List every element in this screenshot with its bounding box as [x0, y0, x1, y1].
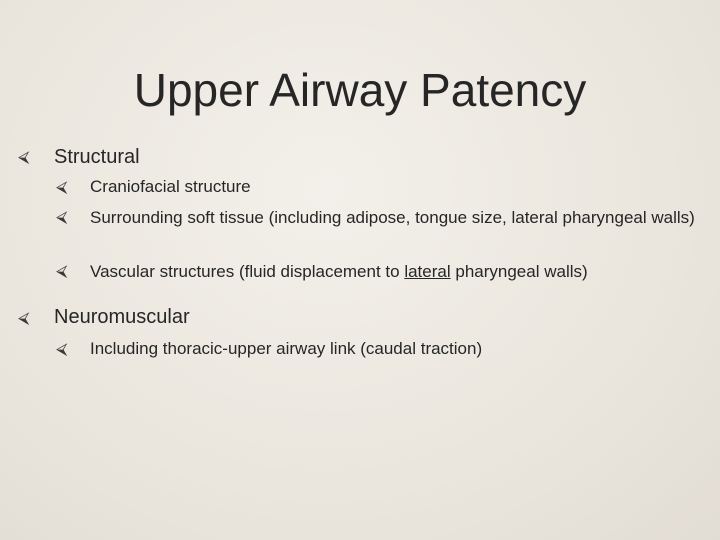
bullet-structural: Structural — [54, 146, 140, 168]
arrow-bullet-icon: ⮘ — [56, 209, 68, 226]
arrow-bullet-icon: ⮘ — [56, 179, 68, 196]
subbullet-soft-tissue: Surrounding soft tissue (including adipose, tongue size, lateral pharyngeal walls) — [90, 208, 695, 227]
vascular-text-after: pharyngeal walls) — [450, 262, 588, 281]
subbullet-vascular — [90, 261, 700, 283]
arrow-bullet-icon: ⮘ — [18, 149, 30, 166]
slide-title: Upper Airway Patency — [133, 64, 587, 116]
arrow-bullet-icon: ⮘ — [56, 263, 68, 280]
arrow-bullet-icon: ⮘ — [56, 341, 68, 358]
underlined-word-lateral: lateral — [404, 262, 451, 281]
bullet-neuromuscular: Neuromuscular — [54, 306, 190, 328]
subbullet-thoracic-link: Including thoracic-upper airway link (caudal traction) — [90, 339, 483, 358]
vascular-text-before: Vascular structures (fluid displacement to — [90, 262, 405, 281]
subbullet-craniofacial: Craniofacial structure — [90, 177, 251, 196]
arrow-bullet-icon: ⮘ — [18, 310, 30, 327]
